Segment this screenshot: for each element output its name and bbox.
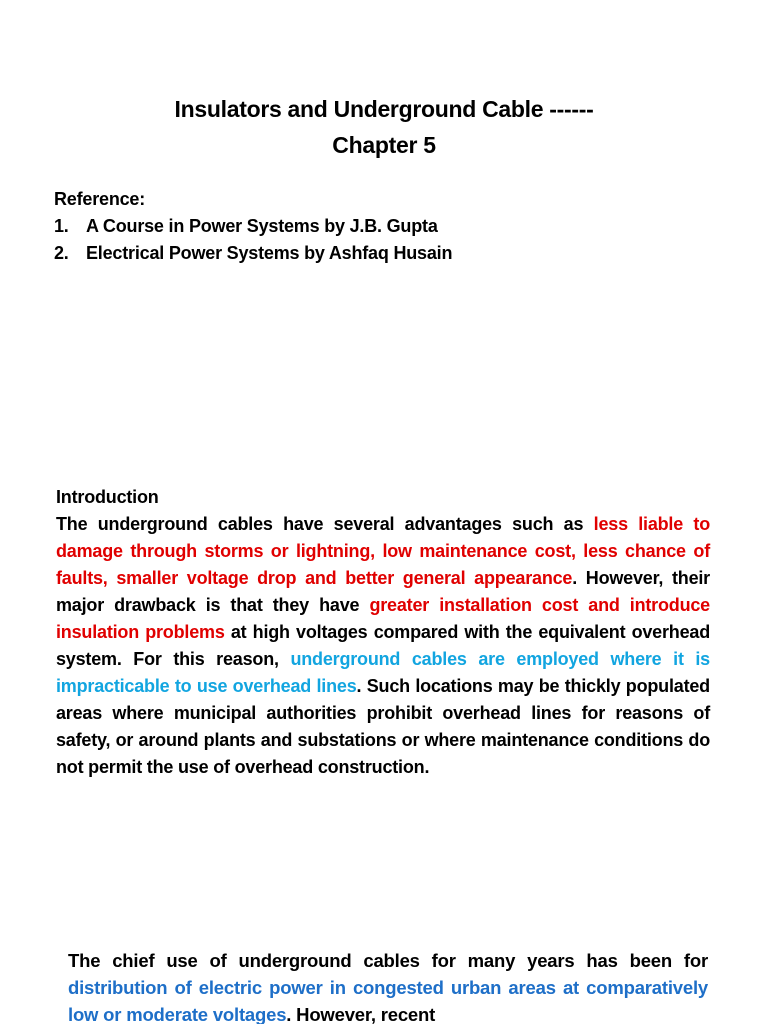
distribution-highlight: distribution of electric power in congested urban areas at comparatively low or moderate voltages [68, 977, 708, 1024]
title-line-2: Chapter 5 [332, 132, 436, 158]
reference-heading: Reference: [54, 189, 146, 209]
reference-item [54, 213, 452, 240]
intro-text: at high voltages compared with the equivalent overhead system. For this reason, [56, 622, 711, 669]
reference-item-number: 2. [54, 243, 69, 263]
introduction-heading: Introduction [56, 487, 159, 507]
chief-use-paragraph [68, 947, 708, 1024]
reference-section [54, 186, 452, 267]
chief-use-text: The chief use of underground cables for many years has been for [68, 950, 708, 971]
reference-item-text: A Course in Power Systems by J.B. Gupta [86, 216, 438, 236]
chief-use-text: . However, recent [286, 1004, 436, 1024]
reference-item-number: 1. [54, 216, 69, 236]
usage-highlight: underground cables are employed where it is impracticable to use overhead lines [56, 649, 710, 696]
intro-text: . However, their major drawback is that they have [56, 568, 710, 615]
intro-text: The underground cables have several advantages such as [56, 514, 594, 534]
introduction-paragraph [56, 484, 710, 781]
document-title [0, 91, 768, 163]
drawback-highlight: greater installation cost and introduce insulation problems [56, 595, 710, 642]
advantages-highlight: less liable to damage through storms or lightning, low maintenance cost, less chance of faults, smaller voltage drop and better general appearance [56, 514, 710, 588]
reference-item-text: Electrical Power Systems by Ashfaq Husain [86, 243, 453, 263]
reference-item [54, 240, 452, 267]
title-line-1: Insulators and Underground Cable ------ [174, 96, 594, 122]
intro-text: . Such locations may be thickly populated areas where municipal authorities prohibit overhead lines for reasons of safety, or around plants and substations or where maintenance conditions do not permit the use of overhead construction. [56, 676, 710, 777]
